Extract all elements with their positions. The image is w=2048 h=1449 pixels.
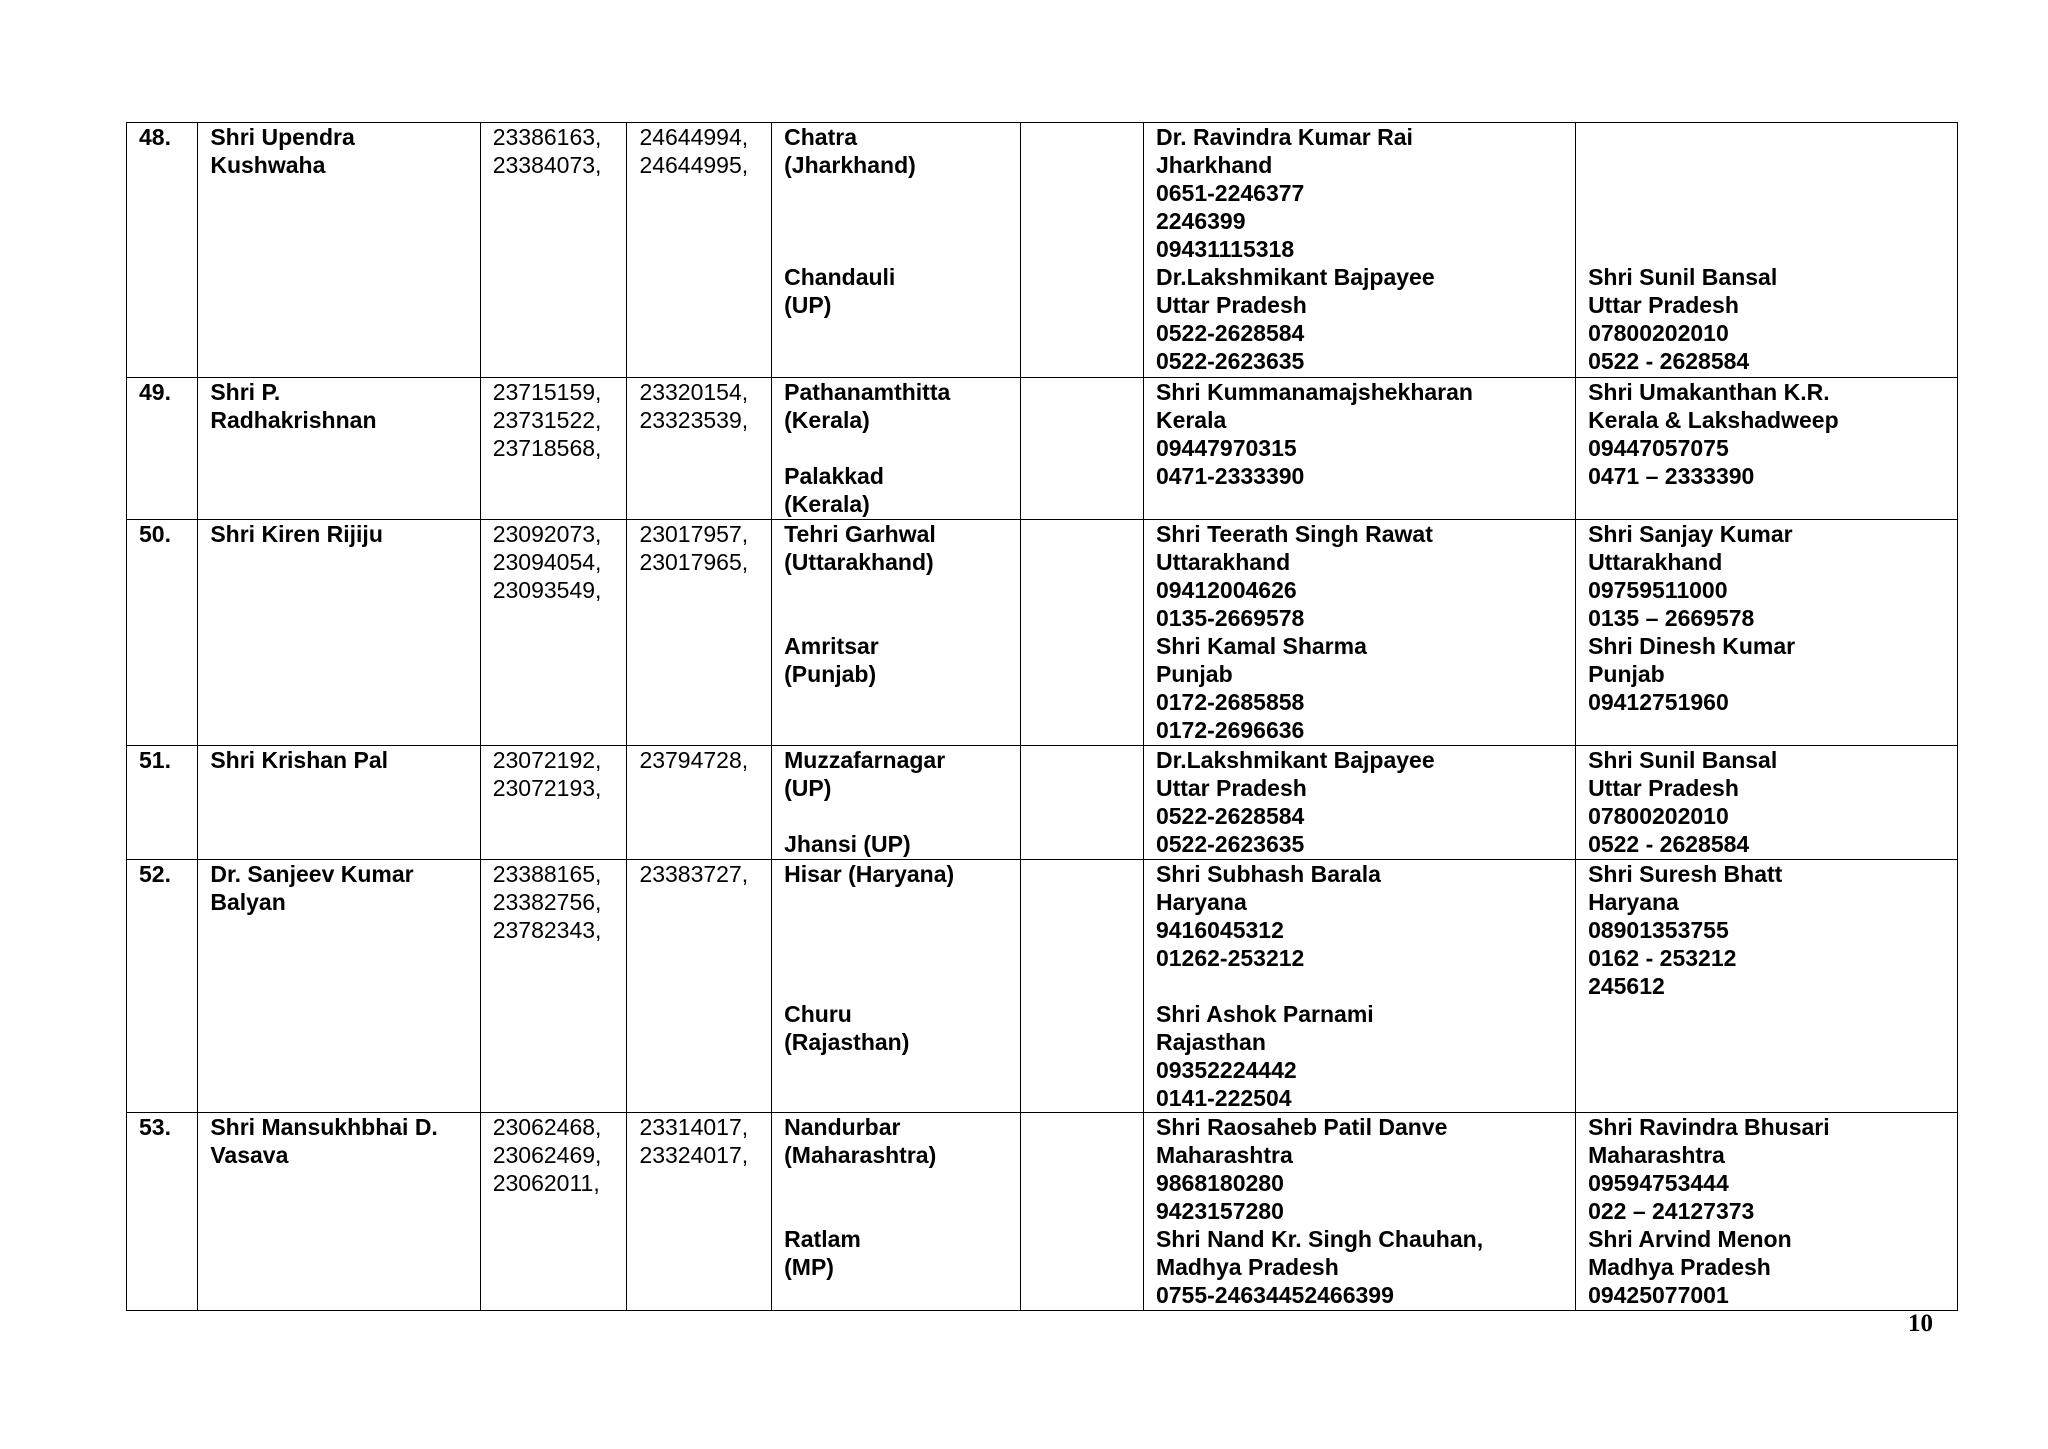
state-president-line: Shri Raosaheb Patil Danve	[1155, 1114, 1448, 1140]
serial-number-text: 48.	[139, 124, 171, 150]
residence-phone-cell	[627, 860, 772, 1113]
constituencies-line: (MP)	[784, 1254, 834, 1280]
state-organiser-line: 022 – 24127373	[1588, 1198, 1755, 1224]
constituencies-line: (Rajasthan)	[784, 1029, 910, 1055]
office-phone-line: 23092073,	[492, 521, 602, 547]
state-organiser-cell	[1576, 378, 1958, 520]
minister-name-line: Shri Kiren Rijiju	[210, 521, 383, 547]
office-phone-line: 23072193,	[492, 775, 602, 801]
state-president-line: Shri Subhash Barala	[1155, 861, 1381, 887]
constituencies-cell	[772, 860, 1021, 1113]
state-president-line: 09352224442	[1155, 1057, 1297, 1083]
state-organiser-line: 09425077001	[1588, 1282, 1729, 1308]
state-organiser-line: 08901353755	[1588, 917, 1729, 943]
state-organiser-line: 09759511000	[1588, 577, 1728, 603]
state-president-line: Uttar Pradesh	[1155, 775, 1307, 801]
blank-cell-cell	[1021, 123, 1144, 378]
minister-name-line: Shri Mansukhbhai D.	[210, 1114, 438, 1140]
state-president-line: 0141-222504	[1155, 1085, 1292, 1111]
state-president-line: 0522-2623635	[1155, 831, 1305, 857]
blank-cell-cell	[1021, 520, 1144, 746]
state-president-line: Punjab	[1155, 661, 1233, 687]
office-phone-line: 23388165,	[492, 861, 602, 887]
state-president-line: Kerala	[1155, 407, 1227, 433]
constituencies-line: Ratlam	[784, 1226, 861, 1252]
minister-name-cell	[198, 860, 480, 1113]
residence-phone-cell	[627, 1113, 772, 1311]
state-organiser-line: Uttar Pradesh	[1588, 775, 1739, 801]
office-phone-line: 23718568,	[492, 435, 602, 461]
state-president-cell	[1143, 1113, 1575, 1311]
state-organiser-line: Kerala & Lakshadweep	[1588, 407, 1839, 433]
state-president-line: Shri Ashok Parnami	[1155, 1001, 1374, 1027]
state-organiser-line: Uttarakhand	[1588, 549, 1723, 575]
serial-number-cell	[127, 378, 198, 520]
blank-cell-cell	[1021, 1113, 1144, 1311]
constituencies-line: (UP)	[784, 292, 832, 318]
table-row	[127, 746, 1958, 860]
state-president-line: 01262-253212	[1155, 945, 1305, 971]
state-organiser-line: 09447057075	[1588, 435, 1729, 461]
minister-name-cell	[198, 520, 480, 746]
constituencies-line: Palakkad	[784, 463, 884, 489]
serial-number-text: 52.	[139, 861, 171, 887]
state-president-line: Maharashtra	[1155, 1142, 1293, 1168]
residence-phone-line: 23017957,	[639, 521, 749, 547]
minister-name-line: Shri P.	[210, 379, 281, 405]
constituencies-line: Chandauli	[784, 264, 896, 290]
state-president-line: Dr.Lakshmikant Bajpayee	[1155, 264, 1435, 290]
residence-phone-cell	[627, 123, 772, 378]
office-phone-line: 23072192,	[492, 747, 602, 773]
state-president-line: Shri Nand Kr. Singh Chauhan,	[1155, 1226, 1484, 1252]
constituencies-line: Churu	[784, 1001, 852, 1027]
constituencies-line: (UP)	[784, 775, 832, 801]
residence-phone-line: 23324017,	[639, 1142, 749, 1168]
state-organiser-line: Shri Ravindra Bhusari	[1588, 1114, 1830, 1140]
minister-name-line: Dr. Sanjeev Kumar	[210, 861, 414, 887]
office-phone-line: 23384073,	[492, 152, 602, 178]
state-organiser-cell	[1576, 1113, 1958, 1311]
serial-number-cell	[127, 860, 198, 1113]
state-president-line: 0172-2696636	[1155, 717, 1305, 743]
minister-name-line: Shri Krishan Pal	[210, 747, 389, 773]
constituencies-line: (Maharashtra)	[784, 1142, 937, 1168]
office-phone-line: 23094054,	[492, 549, 602, 575]
table-row	[127, 378, 1958, 520]
serial-number-text: 50.	[139, 521, 171, 547]
state-organiser-line: Punjab	[1588, 661, 1665, 687]
blank-cell-cell	[1021, 860, 1144, 1113]
constituencies-cell	[772, 746, 1021, 860]
serial-number-text: 51.	[139, 747, 171, 773]
constituencies-cell	[772, 1113, 1021, 1311]
serial-number-text: 49.	[139, 379, 171, 405]
residence-phone-line: 23314017,	[639, 1114, 749, 1140]
residence-phone-line: 23383727,	[639, 861, 749, 887]
state-president-line: 2246399	[1155, 208, 1246, 234]
constituencies-line: Jhansi (UP)	[784, 831, 911, 857]
state-president-line: 0522-2628584	[1155, 803, 1305, 829]
state-president-line: Shri Kummanamajshekharan	[1155, 379, 1473, 405]
serial-number-text: 53.	[139, 1114, 171, 1140]
table-body	[127, 123, 1958, 1311]
state-president-line: Shri Teerath Singh Rawat	[1155, 521, 1433, 547]
blank-cell-cell	[1021, 378, 1144, 520]
state-organiser-line: Shri Sanjay Kumar	[1588, 521, 1793, 547]
state-organiser-line: 0471 – 2333390	[1588, 463, 1755, 489]
page-number: 10	[1908, 1310, 1933, 1337]
minister-name-line: Kushwaha	[210, 152, 326, 178]
state-organiser-line: 09412751960	[1588, 689, 1729, 715]
constituencies-line: (Punjab)	[784, 661, 877, 687]
state-organiser-line: Shri Umakanthan K.R.	[1588, 379, 1830, 405]
office-phone-line: 23062468,	[492, 1114, 602, 1140]
constituencies-cell	[772, 520, 1021, 746]
office-phone-line: 23782343,	[492, 917, 602, 943]
state-president-cell	[1143, 123, 1575, 378]
constituencies-cell	[772, 378, 1021, 520]
state-organiser-cell	[1576, 123, 1958, 378]
office-phone-cell	[480, 860, 627, 1113]
office-phone-cell	[480, 1113, 627, 1311]
constituencies-line: (Jharkhand)	[784, 152, 916, 178]
minister-contact-table	[126, 122, 1958, 1311]
state-organiser-line: 07800202010	[1588, 320, 1729, 346]
constituencies-line: Tehri Garhwal	[784, 521, 936, 547]
state-president-line: 0172-2685858	[1155, 689, 1305, 715]
office-phone-line: 23062469,	[492, 1142, 602, 1168]
office-phone-line: 23715159,	[492, 379, 602, 405]
residence-phone-line: 23794728,	[639, 747, 749, 773]
state-organiser-line: Maharashtra	[1588, 1142, 1725, 1168]
minister-name-line: Radhakrishnan	[210, 407, 377, 433]
state-organiser-line: 0162 - 253212	[1588, 945, 1737, 971]
office-phone-line: 23731522,	[492, 407, 602, 433]
constituencies-cell	[772, 123, 1021, 378]
state-president-line: 0522-2623635	[1155, 348, 1305, 374]
residence-phone-line: 23320154,	[639, 379, 749, 405]
office-phone-line: 23386163,	[492, 124, 602, 150]
office-phone-line: 23382756,	[492, 889, 602, 915]
state-organiser-line: Shri Suresh Bhatt	[1588, 861, 1783, 887]
serial-number-cell	[127, 520, 198, 746]
residence-phone-line: 24644994,	[639, 124, 749, 150]
serial-number-cell	[127, 1113, 198, 1311]
table-row	[127, 520, 1958, 746]
constituencies-line: (Kerala)	[784, 491, 870, 517]
state-president-line: 9423157280	[1155, 1198, 1284, 1224]
state-organiser-line: 0522 - 2628584	[1588, 348, 1750, 374]
state-president-line: Dr. Ravindra Kumar Rai	[1155, 124, 1413, 150]
state-organiser-line: 09594753444	[1588, 1170, 1729, 1196]
serial-number-cell	[127, 746, 198, 860]
office-phone-cell	[480, 378, 627, 520]
constituencies-line: Chatra	[784, 124, 857, 150]
state-organiser-cell	[1576, 746, 1958, 860]
state-organiser-line: Shri Arvind Menon	[1588, 1226, 1792, 1252]
state-organiser-line: Haryana	[1588, 889, 1679, 915]
state-president-line: Shri Kamal Sharma	[1155, 633, 1367, 659]
blank-cell-cell	[1021, 746, 1144, 860]
constituencies-line: (Kerala)	[784, 407, 870, 433]
state-president-line: 0135-2669578	[1155, 605, 1305, 631]
residence-phone-cell	[627, 378, 772, 520]
minister-name-line: Shri Upendra	[210, 124, 355, 150]
state-organiser-line: 0135 – 2669578	[1588, 605, 1755, 631]
state-organiser-line: Shri Sunil Bansal	[1588, 747, 1778, 773]
constituencies-line: Muzzafarnagar	[784, 747, 946, 773]
state-president-line: Haryana	[1155, 889, 1247, 915]
minister-name-cell	[198, 123, 480, 378]
constituencies-line: Hisar (Haryana)	[784, 861, 955, 887]
state-president-line: Uttarakhand	[1155, 549, 1291, 575]
minister-name-line: Vasava	[210, 1142, 289, 1168]
state-organiser-line: 07800202010	[1588, 803, 1729, 829]
constituencies-line: Nandurbar	[784, 1114, 901, 1140]
state-organiser-line: 0522 - 2628584	[1588, 831, 1750, 857]
state-president-line: Dr.Lakshmikant Bajpayee	[1155, 747, 1435, 773]
table-row	[127, 1113, 1958, 1311]
constituencies-line: Pathanamthitta	[784, 379, 951, 405]
residence-phone-cell	[627, 746, 772, 860]
state-president-line: 09431115318	[1155, 236, 1295, 262]
office-phone-line: 23093549,	[492, 577, 602, 603]
minister-name-cell	[198, 746, 480, 860]
state-organiser-cell	[1576, 860, 1958, 1113]
state-organiser-cell	[1576, 520, 1958, 746]
residence-phone-cell	[627, 520, 772, 746]
state-president-line: 09412004626	[1155, 577, 1297, 603]
state-president-line: 9416045312	[1155, 917, 1284, 943]
state-organiser-line: Shri Sunil Bansal	[1588, 264, 1778, 290]
state-president-line: 9868180280	[1155, 1170, 1284, 1196]
table-row	[127, 860, 1958, 1113]
state-president-line: 09447970315	[1155, 435, 1297, 461]
state-president-line: Rajasthan	[1155, 1029, 1266, 1055]
state-organiser-line: Shri Dinesh Kumar	[1588, 633, 1796, 659]
table-row	[127, 123, 1958, 378]
state-president-line: 0471-2333390	[1155, 463, 1305, 489]
state-president-cell	[1143, 520, 1575, 746]
state-organiser-line: Uttar Pradesh	[1588, 292, 1739, 318]
minister-name-cell	[198, 378, 480, 520]
state-organiser-line: Madhya Pradesh	[1588, 1254, 1771, 1280]
state-president-line: Madhya Pradesh	[1155, 1254, 1339, 1280]
residence-phone-line: 24644995,	[639, 152, 749, 178]
minister-name-line: Balyan	[210, 889, 286, 915]
state-president-cell	[1143, 378, 1575, 520]
state-president-line: 0522-2628584	[1155, 320, 1305, 346]
state-president-cell	[1143, 746, 1575, 860]
state-organiser-line: 245612	[1588, 973, 1665, 999]
constituencies-line: (Uttarakhand)	[784, 549, 934, 575]
state-president-line: 0755-24634452466399	[1155, 1282, 1394, 1308]
residence-phone-line: 23323539,	[639, 407, 749, 433]
state-president-cell	[1143, 860, 1575, 1113]
state-president-line: 0651-2246377	[1155, 180, 1305, 206]
office-phone-cell	[480, 520, 627, 746]
state-president-line: Jharkhand	[1155, 152, 1273, 178]
constituencies-line: Amritsar	[784, 633, 879, 659]
office-phone-line: 23062011,	[492, 1170, 600, 1196]
office-phone-cell	[480, 123, 627, 378]
serial-number-cell	[127, 123, 198, 378]
residence-phone-line: 23017965,	[639, 549, 749, 575]
minister-name-cell	[198, 1113, 480, 1311]
state-president-line: Uttar Pradesh	[1155, 292, 1307, 318]
office-phone-cell	[480, 746, 627, 860]
